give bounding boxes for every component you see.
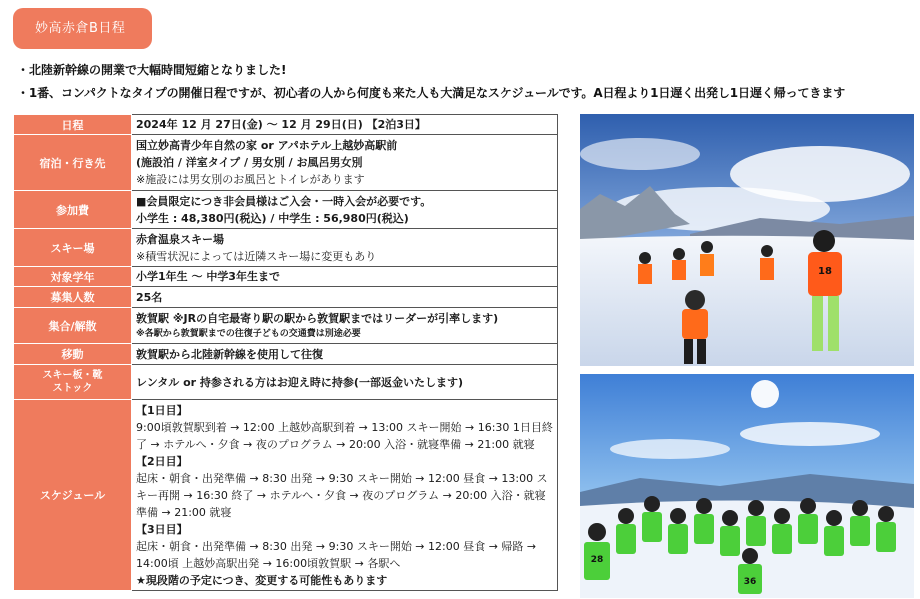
row-fee xyxy=(14,191,558,229)
day2-line3: 準備 → 21:00 就寝 xyxy=(136,505,232,519)
label-gear-line1: スキー板・靴 xyxy=(42,370,103,381)
bib-number: 28 xyxy=(590,555,604,565)
label-meeting: 集合/解散 xyxy=(14,308,132,344)
day2-line2: キー再開 → 16:30 終了 → ホテルへ・夕食 → 夜のプログラム → 20:00 入浴・就寝 xyxy=(136,488,546,502)
row-schedule xyxy=(14,400,558,591)
day1-line2: 了 → ホテルへ・夕食 → 夜のプログラム → 20:00 入浴・就寝準備 → 21:00 就寝 xyxy=(136,437,535,451)
ski-note: ※積雪状況によっては近隣スキー場に変更もあり xyxy=(136,249,377,263)
sun xyxy=(751,380,779,408)
ski-line1: 赤倉温泉スキー場 xyxy=(136,232,224,246)
label-lodging: 宿泊・行き先 xyxy=(14,135,132,191)
ski-slope-illustration xyxy=(580,114,914,366)
photo-ski-slope xyxy=(580,114,914,366)
bib-number: 36 xyxy=(743,577,757,587)
label-schedule: スケジュール xyxy=(14,400,132,591)
value-lodging xyxy=(132,135,558,191)
label-transport: 移動 xyxy=(14,344,132,365)
day2-title: 【2日目】 xyxy=(136,454,188,468)
row-ski xyxy=(14,229,558,267)
day3-title: 【3日目】 xyxy=(136,522,188,536)
bullet-compact-schedule: ・1番、コンパクトなタイプの開催日程ですが、初心者の人から何度も来た人も大満足なスケジュールです。A日程より1日遅く出発し1日遅く帰ってきます xyxy=(17,86,846,100)
cloud xyxy=(580,138,700,170)
value-ski xyxy=(132,229,558,267)
meeting-note: ※各駅から敦賀駅までの往復子どもの交通費は別途必要 xyxy=(136,329,361,339)
row-meeting xyxy=(14,308,558,344)
row-transport xyxy=(14,344,558,365)
value-gear: レンタル or 持参される方はお迎え時に持参(一部返金いたします) xyxy=(132,365,558,400)
value-schedule xyxy=(132,400,558,591)
label-grade: 対象学年 xyxy=(14,267,132,287)
group-illustration xyxy=(580,374,914,598)
row-date xyxy=(14,115,558,135)
info-table xyxy=(13,114,558,591)
value-meeting xyxy=(132,308,558,344)
day3-note: ★現段階の予定につき、変更する可能性もあります xyxy=(136,573,388,587)
label-ski: スキー場 xyxy=(14,229,132,267)
label-fee: 参加費 xyxy=(14,191,132,229)
day2-line1: 起床・朝食・出発準備 → 8:30 出発 → 9:30 スキー開始 → 12:00 昼食 → 13:00 ス xyxy=(136,471,548,485)
label-capacity: 募集人数 xyxy=(14,287,132,308)
day3-line1: 起床・朝食・出発準備 → 8:30 出発 → 9:30 スキー開始 → 12:00 昼食 → 帰路 → xyxy=(136,539,537,553)
snow-slope xyxy=(580,236,914,366)
value-transport: 敦賀駅から北陸新幹線を使用して往復 xyxy=(132,344,558,365)
value-fee xyxy=(132,191,558,229)
bullet-shinkansen: ・北陸新幹線の開業で大幅時間短縮となりました! xyxy=(17,63,287,77)
fee-line2: 小学生 : 48,380円(税込) / 中学生 : 56,980円(税込) xyxy=(136,211,409,225)
label-gear xyxy=(14,365,132,400)
day1-line1: 9:00頃敦賀駅到着 → 12:00 上越妙高駅到着 → 13:00 スキー開始 → 16:30 1日目終 xyxy=(136,420,553,434)
photo-group xyxy=(580,374,914,598)
label-gear-line2: ストック xyxy=(52,383,93,394)
section-badge: 妙高赤倉B日程 xyxy=(13,8,152,49)
lodging-line2: (施設泊 / 洋室タイプ / 男女別 / お風呂男女別 xyxy=(136,156,363,169)
label-date: 日程 xyxy=(14,115,132,135)
row-lodging xyxy=(14,135,558,191)
cloud xyxy=(610,439,730,459)
cloud xyxy=(740,422,880,446)
day1-title: 【1日目】 xyxy=(136,403,188,417)
bib-number: 18 xyxy=(818,266,832,277)
fee-line1: ■会員限定につき非会員様はご入会・一時入会が必要です。 xyxy=(136,194,432,208)
lodging-note: ※施設には男女別のお風呂とトイレがあります xyxy=(136,173,365,186)
meeting-line1: 敦賀駅 ※JRの自宅最寄り駅の駅から敦賀駅まではリーダーが引率します) xyxy=(136,312,499,325)
lodging-line1: 国立妙高青少年自然の家 or アパホテル上越妙高駅前 xyxy=(136,139,398,152)
value-grade: 小学1年生 〜 中学3年生まで xyxy=(132,267,558,287)
value-capacity: 25名 xyxy=(132,287,558,308)
day3-line2: 14:00頃 上越妙高駅出発 → 16:00頃敦賀駅 → 各駅へ xyxy=(136,556,401,570)
row-grade xyxy=(14,267,558,287)
value-date: 2024年 12 月 27日(金) 〜 12 月 29日(日) 【2泊3日】 xyxy=(132,115,558,135)
row-capacity xyxy=(14,287,558,308)
row-gear xyxy=(14,365,558,400)
